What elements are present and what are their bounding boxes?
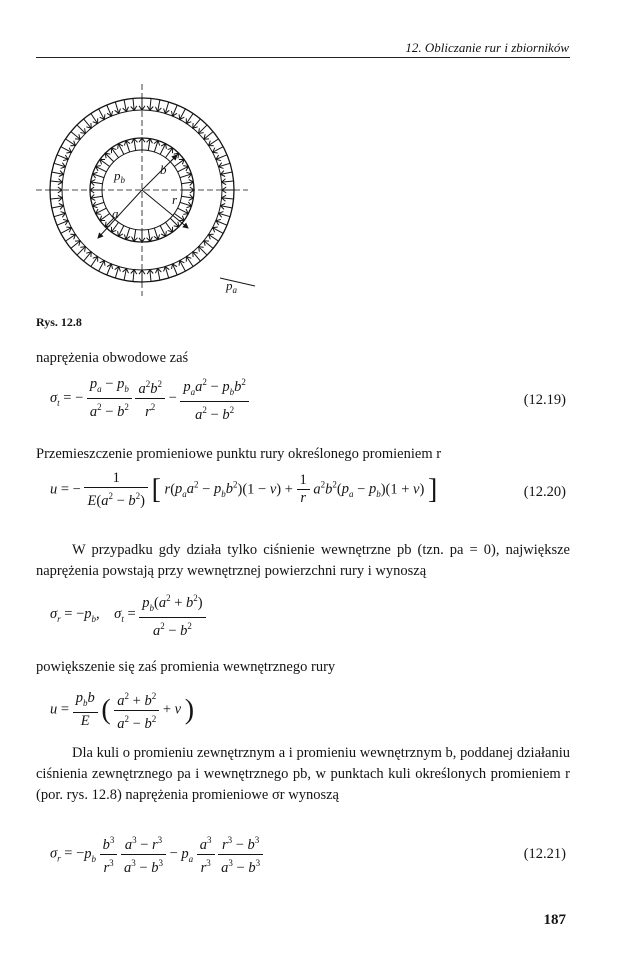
equation-inner-displacement: u = $\frac{p_bb}{E}$ ( $\frac{a^2 + b^2}{a^2 - b^2}$ + ν ) xyxy=(50,688,194,733)
paragraph-1: naprężenia obwodowe zaś xyxy=(36,350,189,366)
equation-number-12-19: (12.19) xyxy=(523,392,566,408)
pressure-arrow xyxy=(199,247,207,255)
label-pb: $p_b$ xyxy=(114,168,125,185)
label-a: a xyxy=(112,206,119,221)
running-header: 12. Obliczanie rur i zbiorników xyxy=(405,40,569,55)
pressure-arrow xyxy=(77,247,85,255)
equation-number-12-20: (12.20) xyxy=(523,484,566,500)
equation-number-12-21: (12.21) xyxy=(523,846,566,862)
paragraph-3: W przypadku gdy działa tylko ciśnienie wewnętrzne pb (tzn. pa = 0), największe naprężenia powstają przy wewnętrznej powierzchni rury i wynoszą xyxy=(36,542,570,579)
page-number: 187 xyxy=(543,912,566,928)
paragraph-2: Przemieszczenie promieniowe punktu rury określonego promieniem r xyxy=(36,446,442,462)
equation-12-19: $\sigma_t$ = − $\frac{p_a - p_b}{a^2 - b^2}$ $\frac{a^2b^2}{r^2}$ − $\frac{p_aa^2 - p_bb^2}{a^2 - b^2}$ xyxy=(50,374,249,424)
pressure-arrow xyxy=(199,125,207,133)
label-r: r xyxy=(172,192,178,207)
equation-12-20: u = − $\frac{1}{E(a^2 - b^2)}$ [ $r(p_aa^2 - p_bb^2)(1 - \nu)$ + $\frac{1}{r}$ $a^2b^2(p_a - p_b)(1 + \nu)$ ] xyxy=(50,470,438,509)
figure-pipe-cross-section xyxy=(30,78,260,310)
paragraph-4: powiększenie się zaś promienia wewnętrznego rury xyxy=(36,659,336,675)
pressure-arrow xyxy=(105,153,113,161)
pressure-arrow xyxy=(77,125,85,133)
label-pa: $p_a$ xyxy=(226,278,237,295)
figure-caption: Rys. 12.8 xyxy=(36,315,82,329)
label-b: b xyxy=(160,162,167,177)
equation-12-21: $\sigma_r = -p_b$ $\frac{b^3}{r^3}$ $\frac{a^3 - r^3}{a^3 - b^3}$ − $p_a$ $\frac{a^3}{r^3}$ $\frac{r^3 - b^3}{a^3 - b^3}$ xyxy=(50,832,263,877)
equation-inner-surface-stress: $\sigma_r = -p_b$, $\sigma_t$ = $\frac{p_b(a^2 + b^2)}{a^2 - b^2}$ xyxy=(50,590,206,640)
paragraph-5: Dla kuli o promieniu zewnętrznym a i promieniu wewnętrznym b, poddanej działaniu ciśnienia zewnętrznego pa i wewnętrznego pb, w punktach kuli określonych promieniem r (por. rys. 12.8) naprężenia promieniowe σr wynoszą xyxy=(36,745,570,803)
header-rule xyxy=(36,57,570,58)
